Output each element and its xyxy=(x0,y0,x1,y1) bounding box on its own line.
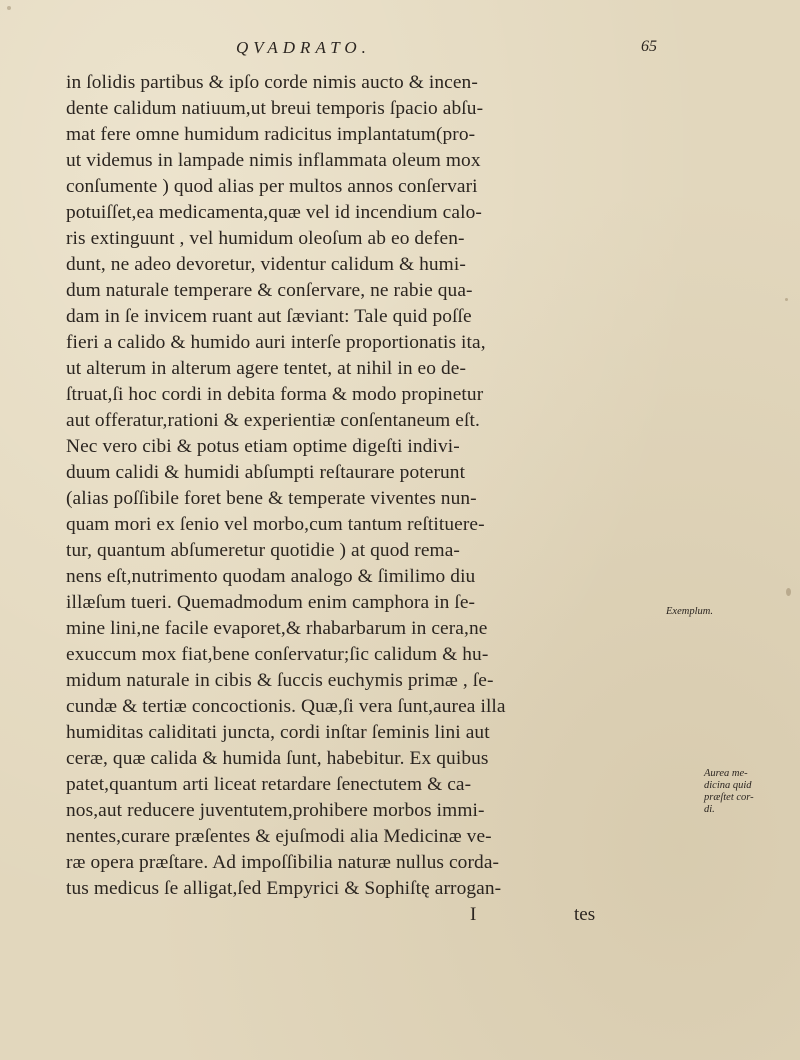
text-line: ris extinguunt , vel humidum oleoſum ab eo defen- xyxy=(66,228,465,249)
text-line: ut videmus in lampade nimis inflammata oleum mox xyxy=(66,150,481,171)
text-line: ſtruat,ſi hoc cordi in debita forma & modo propinetur xyxy=(66,384,484,405)
running-head xyxy=(0,38,800,68)
text-line: illæſum tueri. Quemadmodum enim camphora in ſe- xyxy=(66,592,476,613)
text-line: nos,aut reducere juventutem,prohibere morbos immi- xyxy=(66,800,485,821)
catchword: tes xyxy=(574,904,596,925)
text-line: nentes,curare præſentes & ejuſmodi alia Medicinæ ve- xyxy=(66,826,492,847)
text-line: potuiſſet,ea medicamenta,quæ vel id incendium calo- xyxy=(66,202,482,223)
footer-line xyxy=(66,902,656,928)
signature-mark: I xyxy=(470,904,477,925)
margin-note-exemplum: Exemplum. xyxy=(666,606,713,617)
running-title: QVADRATO. xyxy=(236,38,371,57)
text-line: Nec vero cibi & potus etiam optime digeſti indivi- xyxy=(66,436,460,457)
text-line: patet,quantum arti liceat retardare ſenectutem & ca- xyxy=(66,774,472,795)
text-line: ceræ, quæ calida & humida ſunt, habebitur. Ex quibus xyxy=(66,748,489,769)
margin-note-aurea-3: præſtet cor- xyxy=(704,792,754,803)
text-line: conſumente ) quod alias per multos annos conſervari xyxy=(66,176,478,197)
text-line: dente calidum natiuum,ut breui temporis ſpacio abſu- xyxy=(66,98,484,119)
ink-spot xyxy=(786,588,791,596)
text-line: dum naturale temperare & conſervare, ne rabie qua- xyxy=(66,280,473,301)
text-line: mine lini,ne facile evaporet,& rhabarbarum in cera,ne xyxy=(66,618,488,639)
text-line: tur, quantum abſumeretur quotidie ) at quod rema- xyxy=(66,540,460,561)
text-line: dunt, ne adeo devoretur, videntur calidum & humi- xyxy=(66,254,466,275)
margin-note-aurea-4: di. xyxy=(704,804,715,815)
text-line: nens eſt,nutrimento quodam analogo & ſimilimo diu xyxy=(66,566,476,587)
text-line: fieri a calido & humido auri interſe proportionatis ita, xyxy=(66,332,486,353)
text-line: in ſolidis partibus & ipſo corde nimis aucto & incen- xyxy=(66,72,478,93)
text-line: mat fere omne humidum radicitus implantatum(pro- xyxy=(66,124,476,145)
text-line: cundæ & tertiæ concoctionis. Quæ,ſi vera ſunt,aurea illa xyxy=(66,696,506,717)
text-line: dam in ſe invicem ruant aut ſæviant: Tale quid poſſe xyxy=(66,306,472,327)
text-line: tus medicus ſe alligat,ſed Empyrici & Sophiſtę arrogan- xyxy=(66,878,502,899)
ink-spot xyxy=(7,6,11,10)
text-line: midum naturale in cibis & ſuccis euchymis primæ , ſe- xyxy=(66,670,494,691)
body-text xyxy=(66,70,656,928)
text-line: humiditas caliditati juncta, cordi inſtar ſeminis lini aut xyxy=(66,722,490,743)
text-line: (alias poſſibile foret bene & temperate viventes nun- xyxy=(66,488,477,509)
margin-note-aurea-1: Aurea me- xyxy=(704,768,748,779)
text-line: exuccum mox fiat,bene conſervatur;ſic calidum & hu- xyxy=(66,644,489,665)
text-line: aut offeratur,rationi & experientiæ conſentaneum eſt. xyxy=(66,410,480,431)
ink-spot xyxy=(785,298,788,301)
text-line: ut alterum in alterum agere tentet, at nihil in eo de- xyxy=(66,358,467,379)
margin-note-aurea-2: dicina quid xyxy=(704,780,752,791)
text-line: quam mori ex ſenio vel morbo,cum tantum reſtituere- xyxy=(66,514,485,535)
text-line: duum calidi & humidi abſumpti reſtaurare poterunt xyxy=(66,462,466,483)
text-line: ræ opera præſtare. Ad impoſſibilia naturæ nullus corda- xyxy=(66,852,500,873)
page-number: 65 xyxy=(641,38,657,55)
